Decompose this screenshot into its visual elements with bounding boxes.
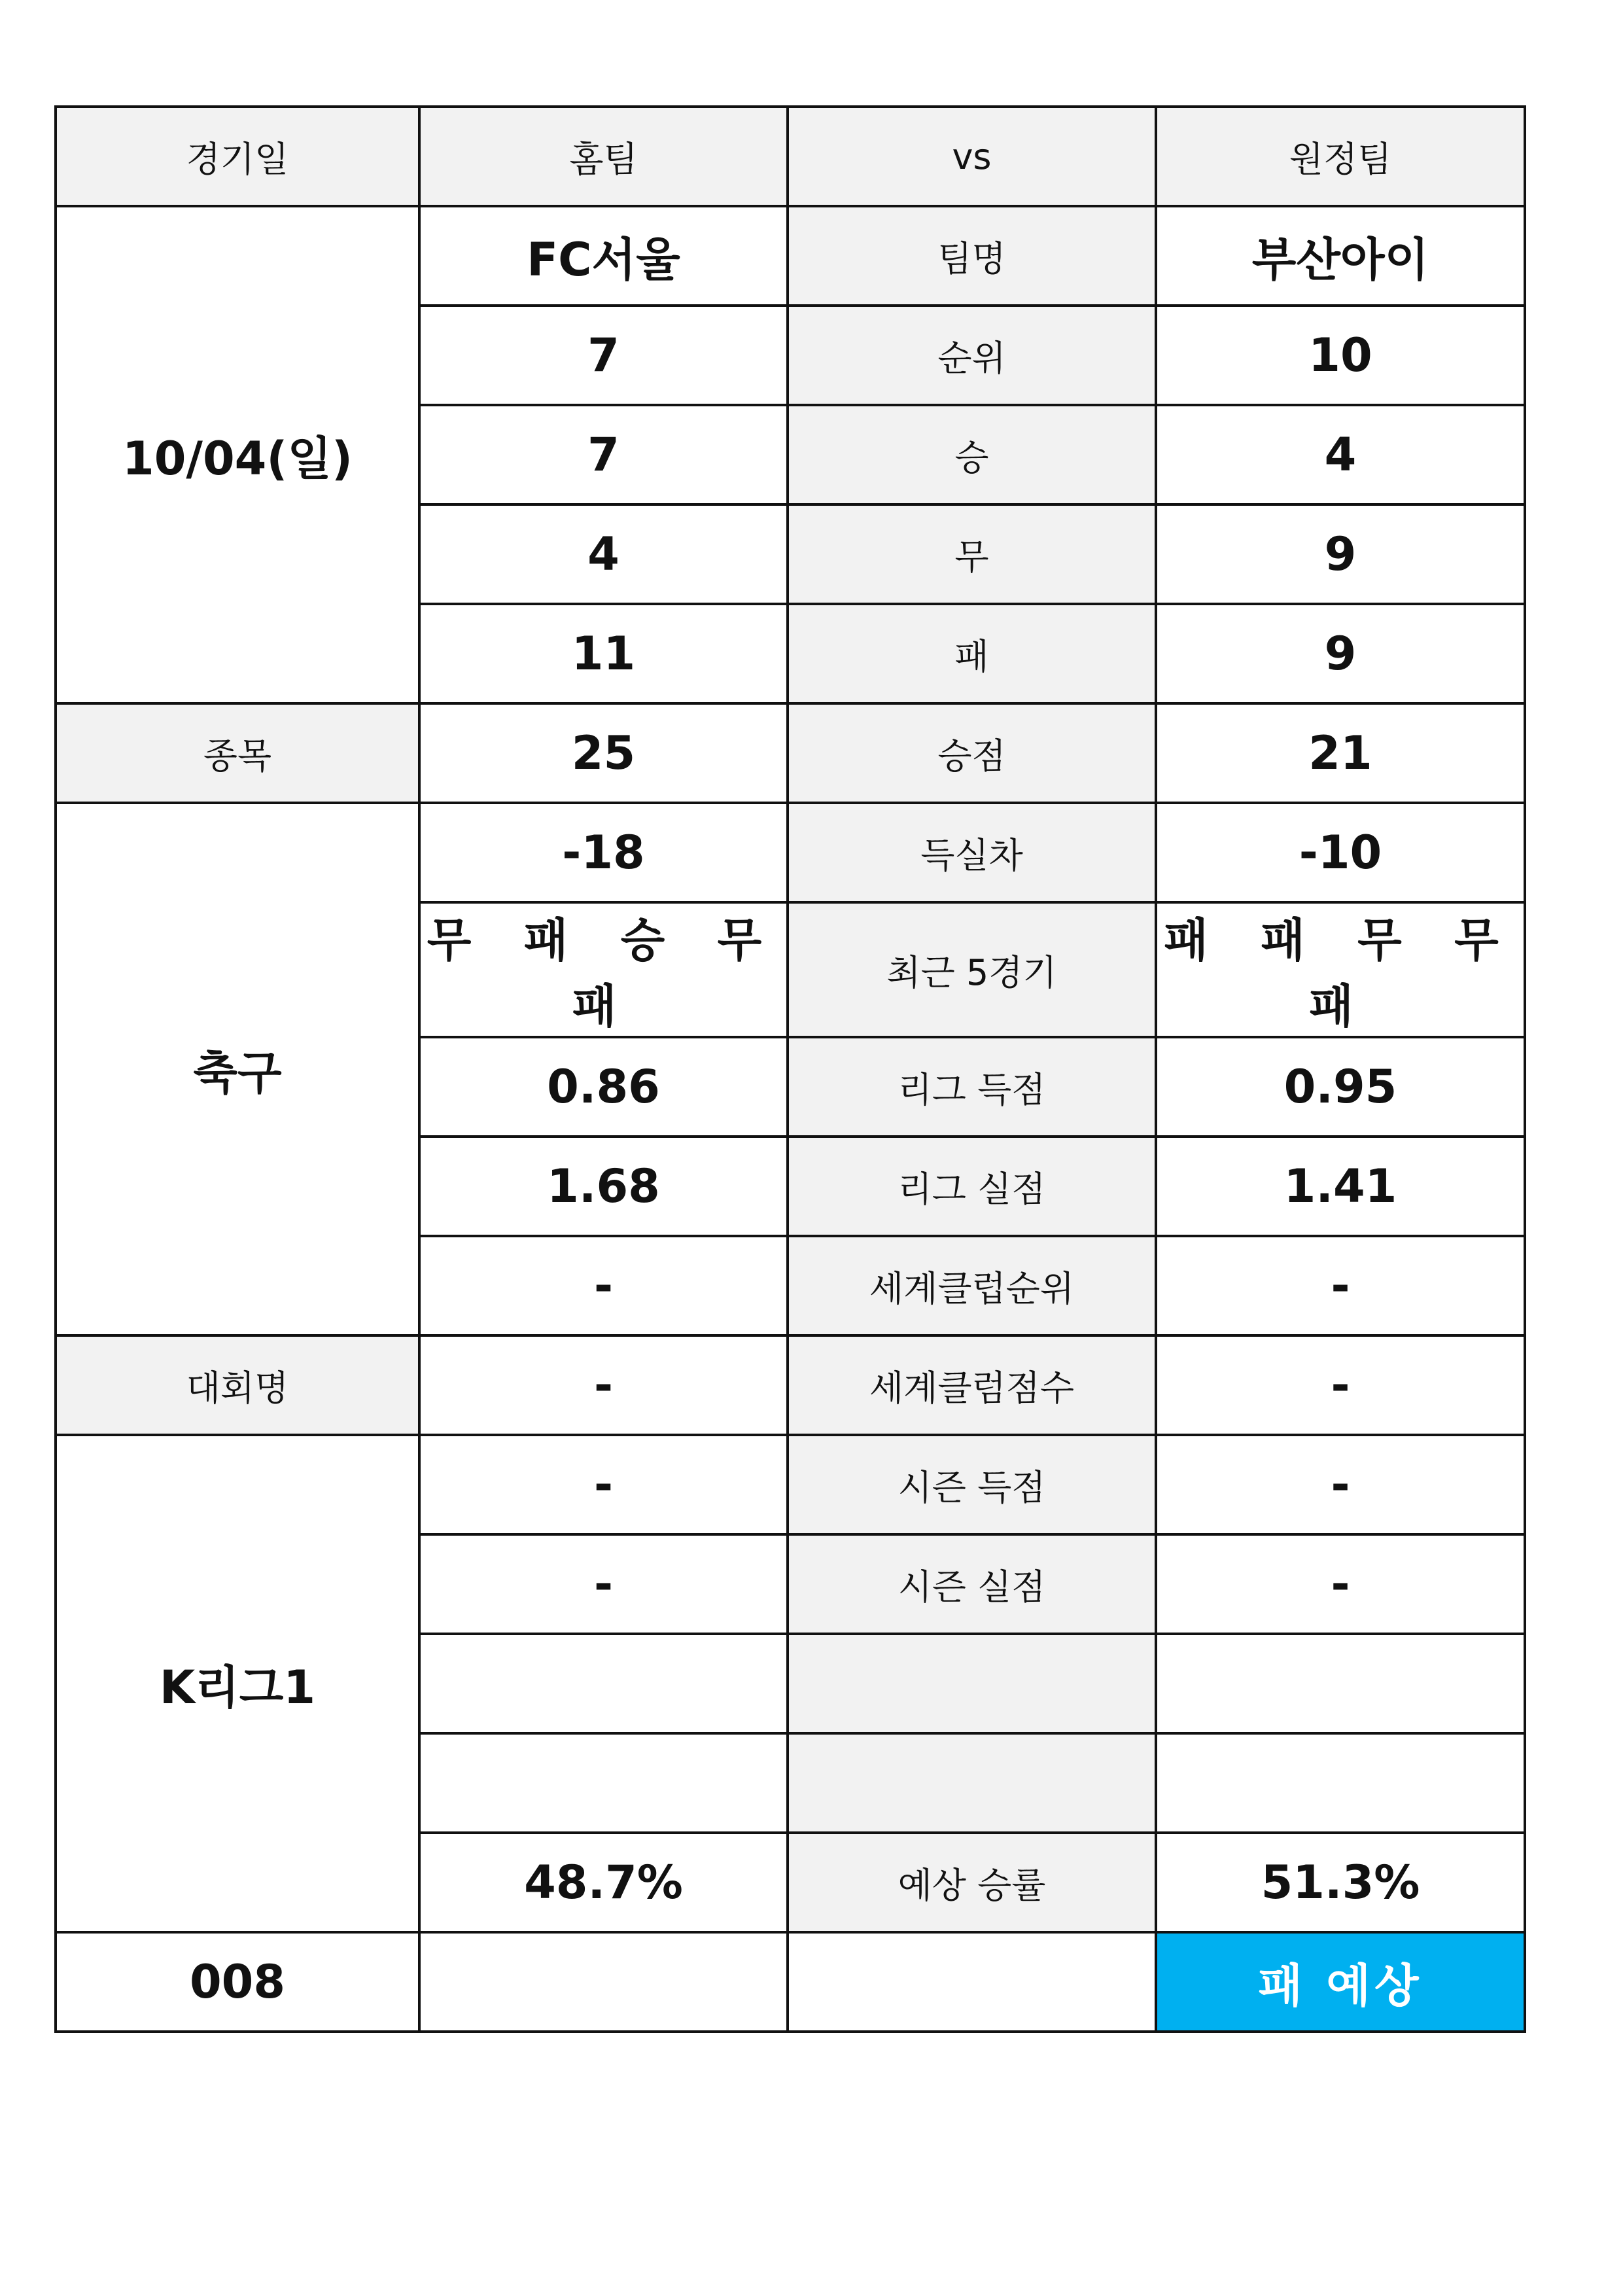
table-row [56,703,1525,803]
away-value: - [1156,1435,1525,1534]
away-value: 21 [1156,703,1525,803]
away-value: 1.41 [1156,1137,1525,1236]
header-home: 홈팀 [419,107,788,206]
away-value: 0.95 [1156,1037,1525,1137]
away-win-rate: 51.3% [1156,1833,1525,1932]
stat-label: 리그 득점 [788,1037,1156,1137]
table-row [56,1335,1525,1435]
footer-row [56,1932,1525,2032]
home-value: 4 [419,504,788,604]
away-value: 10 [1156,306,1525,405]
prediction-badge: 패 예상 [1156,1932,1525,2032]
stat-label [788,1733,1156,1833]
match-table [54,105,1526,2033]
header-date: 경기일 [56,107,419,206]
home-value: 1.68 [419,1137,788,1236]
home-value [419,1733,788,1833]
away-value [1156,1634,1525,1733]
stat-label: 득실차 [788,803,1156,902]
stat-label: 세계클럼점수 [788,1335,1156,1435]
league-label: 대회명 [56,1335,419,1435]
stat-label: 순위 [788,306,1156,405]
stat-label: 승 [788,405,1156,504]
stat-label: 패 [788,604,1156,703]
header-away: 원정팀 [1156,107,1525,206]
stat-label: 무 [788,504,1156,604]
away-recent-form: 패 패 무 무 패 [1156,902,1525,1037]
sport-value: 축구 [56,803,419,1335]
away-value: - [1156,1534,1525,1634]
league-value: K리그1 [56,1435,419,1932]
home-value: - [419,1335,788,1435]
home-win-rate: 48.7% [419,1833,788,1932]
home-value: 7 [419,306,788,405]
footer-home [419,1932,788,2032]
home-value: -18 [419,803,788,902]
home-value: 11 [419,604,788,703]
home-value: FC서울 [419,206,788,306]
match-date: 10/04(일) [56,206,419,703]
stat-label: 최근 5경기 [788,902,1156,1037]
table-row [56,803,1525,902]
sport-label: 종목 [56,703,419,803]
table-row [56,1435,1525,1534]
away-value: 부산아이 [1156,206,1525,306]
match-number: 008 [56,1932,419,2032]
home-value [419,1634,788,1733]
table-row [56,206,1525,306]
stat-label: 시즌 실점 [788,1534,1156,1634]
stat-label: 리그 실점 [788,1137,1156,1236]
home-value: - [419,1236,788,1335]
stat-label: 시즌 득점 [788,1435,1156,1534]
away-value: 9 [1156,604,1525,703]
stat-label: 세계클럽순위 [788,1236,1156,1335]
away-value: - [1156,1236,1525,1335]
home-value: - [419,1435,788,1534]
away-value [1156,1733,1525,1833]
stat-label: 승점 [788,703,1156,803]
away-value: 9 [1156,504,1525,604]
footer-middle [788,1932,1156,2032]
stat-label [788,1634,1156,1733]
home-value: 7 [419,405,788,504]
stat-label: 예상 승률 [788,1833,1156,1932]
home-value: - [419,1534,788,1634]
home-value: 0.86 [419,1037,788,1137]
away-value: -10 [1156,803,1525,902]
away-value: - [1156,1335,1525,1435]
header-vs: vs [788,107,1156,206]
home-recent-form: 무 패 승 무 패 [419,902,788,1037]
away-value: 4 [1156,405,1525,504]
header-row [56,107,1525,206]
stat-label: 팀명 [788,206,1156,306]
home-value: 25 [419,703,788,803]
